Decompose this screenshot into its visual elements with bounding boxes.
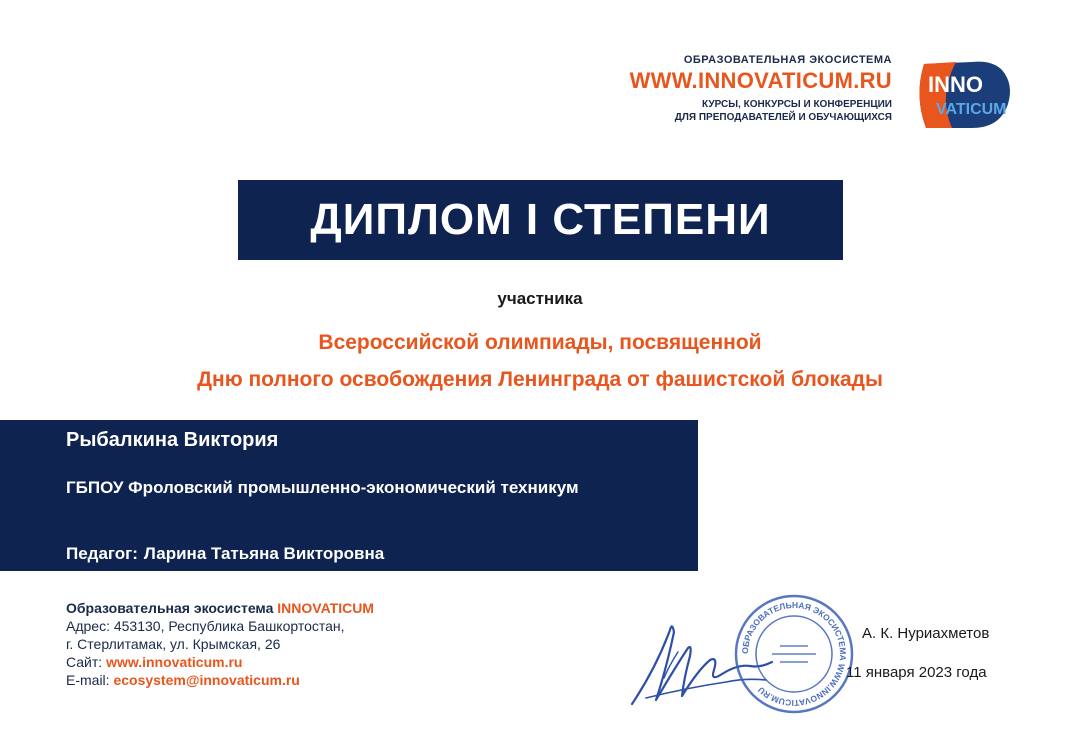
signature-date: 11 января 2023 года [846, 664, 987, 681]
teacher-label: Педагог: [66, 544, 138, 563]
logo-word-2: VATICUM [936, 101, 1007, 118]
institution-name: ГБПОУ Фроловский промышленно-экономический техникум [66, 478, 579, 497]
site-url-header: WWW.INNOVATICUM.RU [629, 68, 892, 93]
innovaticum-logo [912, 56, 1016, 136]
footer-contacts [66, 599, 374, 689]
tagline [630, 98, 892, 124]
diploma-title-banner [238, 180, 843, 260]
address-line-2: г. Стерлитамак, ул. Крымская, 26 [66, 636, 281, 652]
site-line [66, 653, 374, 671]
email-label: E-mail: [66, 672, 110, 688]
org-prefix: Образовательная экосистема [66, 600, 274, 616]
ecosystem-label: ОБРАЗОВАТЕЛЬНАЯ ЭКОСИСТЕМА [683, 54, 892, 66]
stamp-ring-text: ОБРАЗОВАТЕЛЬНАЯ ЭКОСИСТЕМА WWW.INNOVATICUM.RU [739, 599, 849, 709]
logo-word-1: INNO [928, 72, 983, 97]
header-info [630, 54, 892, 124]
recipient-name: Рыбалкина Виктория [66, 429, 279, 451]
event-title-line-2: Дню полного освобождения Ленинграда от фашистской блокады [197, 368, 883, 391]
diploma-title: ДИПЛОМ I СТЕПЕНИ [310, 195, 771, 244]
recipient-block [0, 420, 698, 571]
participant-label: участника [497, 289, 583, 308]
event-title-line-1: Всероссийской олимпиады, посвященной [318, 331, 762, 354]
site-label: Сайт: [66, 654, 103, 670]
email-link[interactable]: ecosystem@innovaticum.ru [113, 672, 300, 688]
tagline-line-1: КУРСЫ, КОНКУРСЫ И КОНФЕРЕНЦИИ [702, 99, 892, 110]
footer-org-line [66, 599, 374, 617]
teacher-name: Ларина Татьяна Викторовна [143, 544, 385, 563]
official-stamp [732, 592, 856, 716]
address-line-1: Адрес: 453130, Республика Башкортостан, [66, 618, 345, 634]
site-link[interactable]: www.innovaticum.ru [106, 654, 243, 670]
org-brand: INNOVATICUM [277, 600, 374, 616]
email-line [66, 671, 374, 689]
tagline-line-2: ДЛЯ ПРЕПОДАВАТЕЛЕЙ И ОБУЧАЮЩИХСЯ [674, 112, 892, 123]
teacher-line [66, 544, 384, 564]
signer-name: А. К. Нуриахметов [862, 625, 990, 642]
